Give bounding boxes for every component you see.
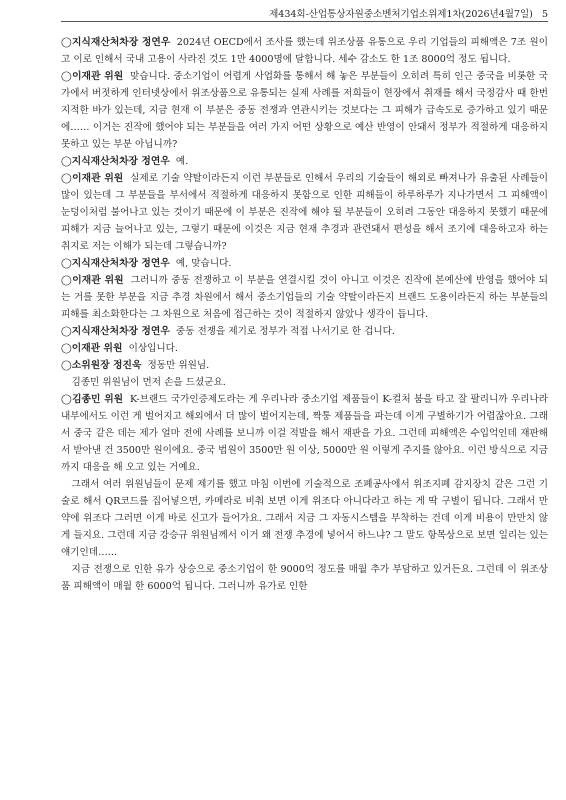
statement-text: K-브랜드 국가인증제도라는 게 우리나라 중소기업 제품들이 K-컬처 붐을 타고 잘 팔리니까 우리나라 내부에서도 이런 게 벌어지고 해외에서 더 많이 벌어지는데, 짝퉁 제품들을 파는데 이게 구별하기가 어렵잖아요. 그래서 중국 같은 데는 제가 얼마 전에 사례를 보니까 이걸 적발을 해서 재판을 가요. 그런데 피해액은 수입억인데 재판해서 받아낸 건 3500만 원이에요. 중국 법원이 3500만 원 이상, 5000만 원 이렇게 주지를 않아요. 이런 방식으로 지금까지 대응을 해 오고 있는 거예요.: [61, 394, 549, 473]
speaker-name: 이재관 위원: [72, 173, 124, 184]
statement-text: 이상입니다.: [128, 343, 178, 354]
speaker-name: 소위원장 정진욱: [71, 360, 142, 371]
speaker-name: 김종민 위원: [72, 394, 124, 405]
page-header: [0, 0, 566, 24]
speaker-marker: ◯: [61, 173, 73, 184]
speaker-name: 지식재산처차장 정연우: [71, 156, 170, 167]
paragraph: [61, 272, 548, 323]
transcript-body: [61, 34, 548, 595]
statement-text: 정동만 위원님.: [147, 360, 210, 371]
speaker-name: 이재관 위원: [72, 275, 124, 286]
paragraph: [61, 153, 548, 170]
paragraph: [61, 323, 548, 340]
continuation-paragraph: [61, 374, 548, 391]
speaker-name: 이재관 위원: [72, 71, 124, 82]
page-number: 5: [541, 9, 548, 20]
speaker-marker: ◯: [61, 258, 72, 269]
continuation-paragraph: [61, 561, 548, 595]
statement-text: 그래서 여러 위원님들이 문제 제기를 했고 마침 이번에 기술적으로 조폐공사에서 위조지폐 감지장치 같은 그런 기술로 해서 QR코드를 집어넣으면, 카메라로 비춰 보면 이게 위조다 아니다라고 하는 게 딱 구별이 됩니다. 그래서 만약에 위조다 그러면 이게 바로 신고가 들어가요. 그래서 지금 그 자동시스템을 부착하는 건데 이게 비용이 만만치 않게 들지요. 그런데 지금 강승규 위원님께서 이거 왜 전쟁 추경에 넣어서 하느냐? 그 말도 항목상으로 보면 일리는 있는 얘기인데……: [61, 479, 548, 558]
paragraph: [61, 357, 548, 374]
statement-text: 예, 맞습니다.: [175, 258, 232, 269]
statement-text: 지금 전쟁으로 인한 유가 상승으로 중소기업이 한 9000억 정도를 매월 추가 부담하고 있거든요. 그런데 이 위조상품 피해액이 매월 한 6000억 됩니다. 그러니까 유가로 인한: [61, 564, 548, 592]
statement-text: 예.: [175, 156, 189, 167]
paragraph: [61, 391, 548, 476]
statement-text: 2024년 OECD에서 조사를 했는데 위조상품 유통으로 우리 기업들의 피해액은 7조 원이고 이로 인해서 국내 고용이 사라진 것도 1만 4000명에 달합니다. 세수 감소도 한 1조 8000억 정도 됩니다.: [61, 37, 548, 65]
speaker-marker: ◯: [61, 394, 73, 405]
speaker-marker: ◯: [61, 275, 73, 286]
paragraph: [61, 340, 548, 357]
statement-text: 실제로 기술 약탈이라든지 이런 부분들로 인해서 우리의 기술들이 해외로 빠져나가 유출된 사례들이 많이 있는데 그 부분들을 부서에서 적절하게 대응하지 못함으로 인한 피해들이 하루하루가 지나가면서 그 피해액이 눈덩이처럼 불어나고 있는 것이기 때문에 이 부분은 진작에 해야 될 부분들이 오히려 그동안 대응하지 못했기 때문에 피해가 지금 늘어나고 있는, 그렇기 때문에 이것은 지금 현재 추경과 관련돼서 편성을 해서 조기에 대응하고자 하는 취지로 저는 이해가 되는데 그렇습니까?: [61, 173, 548, 252]
header-text: [269, 6, 548, 20]
header-title: 제434회-산업통상자원중소벤처기업소위제1차(2026년4월7일): [269, 9, 533, 20]
speaker-marker: ◯: [61, 156, 72, 167]
speaker-marker: ◯: [61, 326, 72, 337]
paragraph: [61, 68, 548, 153]
paragraph: [61, 255, 548, 272]
header-rule: [61, 21, 548, 22]
speaker-marker: ◯: [61, 71, 73, 82]
speaker-name: 지식재산처차장 정연우: [71, 37, 171, 48]
statement-text: 그러니까 중동 전쟁하고 이 부분을 연결시킬 것이 아니고 이것은 진작에 본예산에 반영을 했어야 되는 거를 못한 부분을 지금 추경 차원에서 해서 중소기업들의 기술 약탈이라든지 브랜드 도용이라든지 하는 부분들의 피해를 최소화한다는 그 차원으로 처음에 접근하는 것이 적절하지 않았나 생각이 듭니다.: [61, 275, 548, 320]
statement-text: 맞습니다. 중소기업이 어렵게 사업화를 통해서 해 놓은 부분들이 오히려 특히 인근 중국을 비롯한 국가에서 버젓하게 인터넷상에서 위조상품으로 유통되는 실제 사례를 저희들이 현장에서 취재를 해서 국정감사 때 한번 지적한 바가 있는데, 지금 현재 이 부분은 중동 전쟁과 연관시키는 것보다는 그 피해가 급속도로 증가하고 있기 때문에…… 이거는 진작에 했어야 되는 부분들을 여러 가지 어떤 상황으로 예산 반영이 안돼서 정부가 적절하게 대응하지 못하고 있는 부분 아닙니까?: [61, 71, 548, 150]
continuation-paragraph: [61, 476, 548, 561]
statement-text: 김종민 위원님이 먼저 손을 드셨군요.: [71, 377, 226, 388]
speaker-name: 이재관 위원: [71, 343, 123, 354]
paragraph: [61, 34, 548, 68]
paragraph: [61, 170, 548, 255]
speaker-marker: ◯: [61, 37, 72, 48]
speaker-marker: ◯: [61, 343, 72, 354]
speaker-name: 지식재산처차장 정연우: [71, 326, 170, 337]
speaker-marker: ◯: [61, 360, 72, 371]
speaker-name: 지식재산처차장 정연우: [71, 258, 170, 269]
statement-text: 중동 전쟁을 제기로 정부가 적접 나서기로 한 겁니다.: [175, 326, 395, 337]
